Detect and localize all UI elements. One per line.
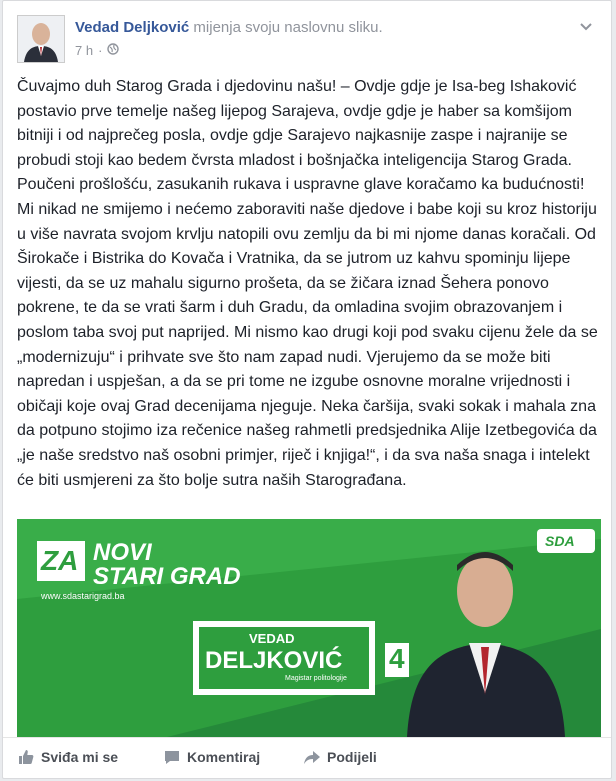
- post-body-text: Čuvajmo duh Starog Grada i djedovinu našu! – Ovdje gdje je Isa-beg Ishaković postavio prve temelje našeg lijepog Sarajeva, ovdje gdje je haber sa komšijom bitniji i od najprečeg posla, ovdje gdje Sarajevo najkasnije zaspe i najranije se probudi stoji kao bedem čvrsta mladost i bošnjačka inteligencija Starog Grada. Poučeni prošlošću, zasukanih rukava i uspravne glave koračamo ka budućnosti! Mi nikad ne smijemo i nećemo zaboraviti naše djedove i babe koji su kroz historiju u više navrata svojom krvlju natopili ovu zemlju da bi mi njome danas koračali. Od Širokače i Bistrika do Kovača i Vratnika, da se jutrom uz kahvu spominju lijepe vijesti, da se uz mahalu sigurno prošeta, da se žičara iznad Šehera ponovo pokrene, te da se vrati šarm i duh Gradu, da omladina svojim obrazovanjem i poslom taba svoj put naprijed. Mi nismo kao drugi koji pod svaku cijenu žele da se „modernizuju“ i prihvate sve što nam zapad nudi. Vjerujemo da se može biti napredan i uspješan, a da se pri tome ne izgube osnovne moralne vrijednosti i običaji koje ovaj Grad decenijama njeguje. Neka čaršija, svaki sokak i mahala zna da potpuno stojimo iza rečenice našeg rahmetli predsjednika Alije Izetbegovića da „je naše sredstvo naš osobni primjer, riječ i knjiga!“, i da sva naša snaga i intelekt će biti usmjereni za što bolje sutra naših Starograđana.: [17, 78, 598, 489]
- post-header: [17, 15, 599, 67]
- cover-photo-banner[interactable]: [17, 519, 601, 737]
- thumbs-up-icon: [17, 748, 35, 766]
- facebook-post: [2, 0, 612, 779]
- post-action-text: mijenja svoju naslovnu sliku.: [193, 19, 383, 36]
- share-label: Podijeli: [327, 749, 377, 765]
- candidate-title: Magistar politologije: [285, 675, 347, 682]
- like-label: Sviđa mi se: [41, 749, 119, 765]
- share-icon: [303, 748, 321, 766]
- post-meta: [75, 43, 119, 58]
- banner-line1: NOVI: [93, 539, 152, 566]
- author-name[interactable]: Vedad Deljković: [75, 19, 190, 36]
- candidate-last-name: DELJKOVIĆ: [205, 647, 343, 674]
- avatar[interactable]: [17, 15, 65, 63]
- dot-separator: ·: [98, 43, 103, 58]
- chevron-down-icon[interactable]: [579, 19, 593, 29]
- comment-button[interactable]: [163, 748, 260, 766]
- candidate-number: 4: [389, 643, 405, 674]
- like-button[interactable]: [17, 748, 118, 766]
- party-badge: SDA: [545, 533, 575, 549]
- banner-url: www.sdastarigrad.ba: [41, 591, 125, 601]
- comment-label: Komentiraj: [187, 749, 261, 765]
- comment-icon: [163, 748, 181, 766]
- globe-icon[interactable]: [107, 43, 119, 58]
- banner-line2: STARI GRAD: [93, 563, 241, 590]
- candidate-first-name: VEDAD: [249, 631, 295, 646]
- post-timestamp[interactable]: 7 h: [75, 43, 94, 58]
- post-title: [75, 19, 383, 37]
- banner-za: ZA: [41, 545, 79, 576]
- post-actions-bar: [3, 737, 611, 778]
- share-button[interactable]: [303, 748, 377, 766]
